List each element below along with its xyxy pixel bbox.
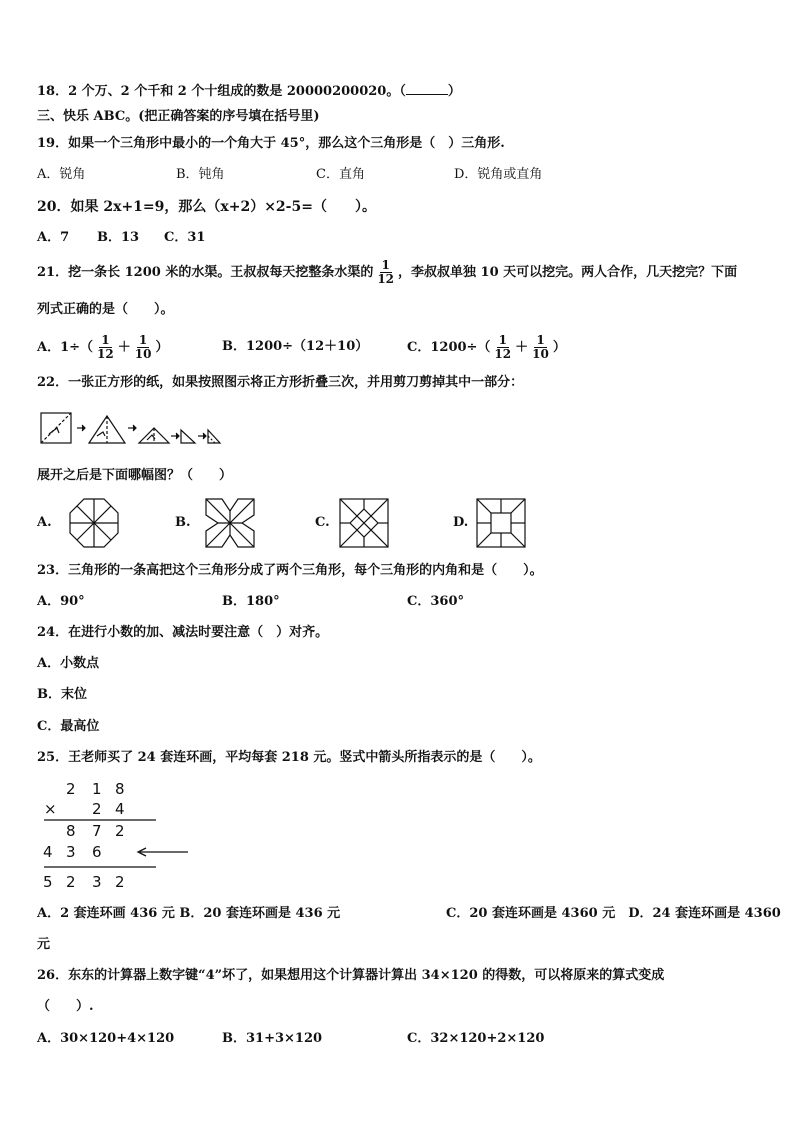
frac-num: 1 [138,333,148,347]
q22-option-d-label[interactable]: D. [453,515,469,530]
plus: ＋ [117,340,131,355]
digit: 3 [92,873,102,891]
digit: 2 [92,800,102,818]
plus: ＋ [515,340,529,355]
frac-den: 10 [532,347,549,361]
q23-option-c[interactable]: C．360° [407,594,464,609]
q22-option-a-label[interactable]: A. [37,515,52,530]
q18-text: 18．2 个万、2 个千和 2 个十组成的数是 20000200020。（ [37,84,406,99]
digit: 2 [66,780,76,798]
q21-stem-c: 列式正确的是（ ）。 [37,302,174,317]
close-paren: ） [155,340,169,355]
option-c-diamond-figure[interactable] [338,497,390,549]
opt-prefix: C．1200÷（ [407,340,491,355]
digit: 8 [115,780,125,798]
digit: 2 [66,873,76,891]
q22-stem: 22．一张正方形的纸，如果按照图示将正方形折叠三次，并用剪刀剪掉其中一部分： [37,375,524,390]
q21-stem [37,258,737,288]
q25-stem: 25．王老师买了 24 套连环画，平均每套 218 元。竖式中箭头所指表示的是（ ）。 [37,750,541,765]
q21-stem-b: ，李叔叔单独 10 天可以挖完。两人合作，几天挖完？下面 [398,265,738,280]
fraction [492,334,513,361]
q19-stem: 19．如果一个三角形中最小的一个角大于 45°，那么这个三角形是（ ）三角形. [37,136,505,151]
frac-num: 1 [498,333,507,347]
q26-option-b[interactable]: B．31+3×120 [222,1031,323,1046]
q19-option-c[interactable]: C．直角 [316,167,365,182]
digit: 5 [43,873,53,891]
fraction-1-12 [375,259,396,286]
q23-stem: 23．三角形的一条高把这个三角形分成了两个三角形，每个三角形的内角和是（ ）。 [37,563,543,578]
times-sign: × [44,800,57,818]
folding-steps-diagram [37,408,222,448]
q19-option-d[interactable]: D．锐角或直角 [454,167,543,182]
q20-stem: 20．如果 2x+1=9，那么（x+2）×2-5=（ ）。 [37,199,376,215]
q24-option-a[interactable]: A．小数点 [37,656,100,671]
q25-option-d-wrap: 元 [37,937,51,952]
frac-den: 10 [134,347,152,361]
q26-stem: 26．东东的计算器上数字键“4”坏了，如果想用这个计算器计算出 34×120 的得数，可以将原来的算式变成 [37,968,665,983]
q22-option-c-label[interactable]: C. [315,515,330,530]
q26-option-a[interactable]: A．30×120+4×120 [37,1031,175,1046]
q25-option-cd[interactable]: C．20 套连环画是 4360 元 D．24 套连环画是 4360 [446,906,781,921]
digit: 3 [66,843,76,861]
fold-step-folded [181,430,195,443]
frac-den: 12 [97,347,114,361]
opt-prefix: A．1÷（ [37,340,94,355]
q24-stem: 24．在进行小数的加、减法时要注意（ ）对齐。 [37,625,329,640]
q23-option-a[interactable]: A．90° [37,594,85,609]
close-paren: ） [552,340,566,355]
q24-option-c[interactable]: C．最高位 [37,719,100,734]
digit: 7 [92,822,102,840]
q26-stem2: （ ）. [37,999,94,1014]
q19-option-b[interactable]: B．钝角 [176,167,225,182]
q25-option-ab[interactable]: A．2 套连环画 436 元 B．20 套连环画是 436 元 [37,906,341,921]
digit: 2 [115,822,125,840]
q24-option-b[interactable]: B．末位 [37,687,87,702]
q21-stem-a: 21．挖一条长 1200 米的水渠。王叔叔每天挖整条水渠的 [37,265,374,280]
q23-option-b[interactable]: B．180° [222,594,280,609]
fraction [530,334,551,361]
fraction [95,334,116,361]
q18-close: ） [447,84,461,99]
option-b-cross-figure[interactable] [204,497,256,549]
digit: 4 [43,843,53,861]
digit: 1 [92,780,102,798]
option-d-square-figure[interactable] [475,497,527,549]
answer-blank[interactable] [406,82,448,95]
q21-option-b[interactable]: B．1200÷（12＋10） [222,339,369,354]
q20-option-c[interactable]: C．31 [164,230,206,245]
q21-option-c[interactable] [407,333,566,363]
frac-den: 12 [377,272,395,286]
q20-option-a[interactable]: A．7 [37,230,70,245]
digit: 4 [115,800,125,818]
q19-option-a[interactable]: A．锐角 [37,167,86,182]
q22-option-b-label[interactable]: B. [175,515,191,530]
q20-option-b[interactable]: B．13 [97,230,140,245]
digit: 8 [66,822,76,840]
frac-num: 1 [381,258,390,272]
frac-num: 1 [101,333,110,347]
digit: 6 [92,843,102,861]
q26-option-c[interactable]: C．32×120+2×120 [407,1031,545,1046]
multiplication-lines-and-arrow [36,815,196,875]
section-3-heading: 三、快乐 ABC。(把正确答案的序号填在括号里) [37,109,320,124]
digit: 2 [115,873,125,891]
frac-num: 1 [536,333,545,347]
frac-den: 12 [494,347,512,361]
q21-option-a[interactable] [37,333,168,363]
q22-stem2: 展开之后是下面哪幅图？（ ） [37,468,233,483]
fraction [133,334,154,361]
option-a-octagon-figure[interactable] [68,497,120,549]
fold-step-cut [208,430,220,443]
q18-stem [37,82,461,101]
